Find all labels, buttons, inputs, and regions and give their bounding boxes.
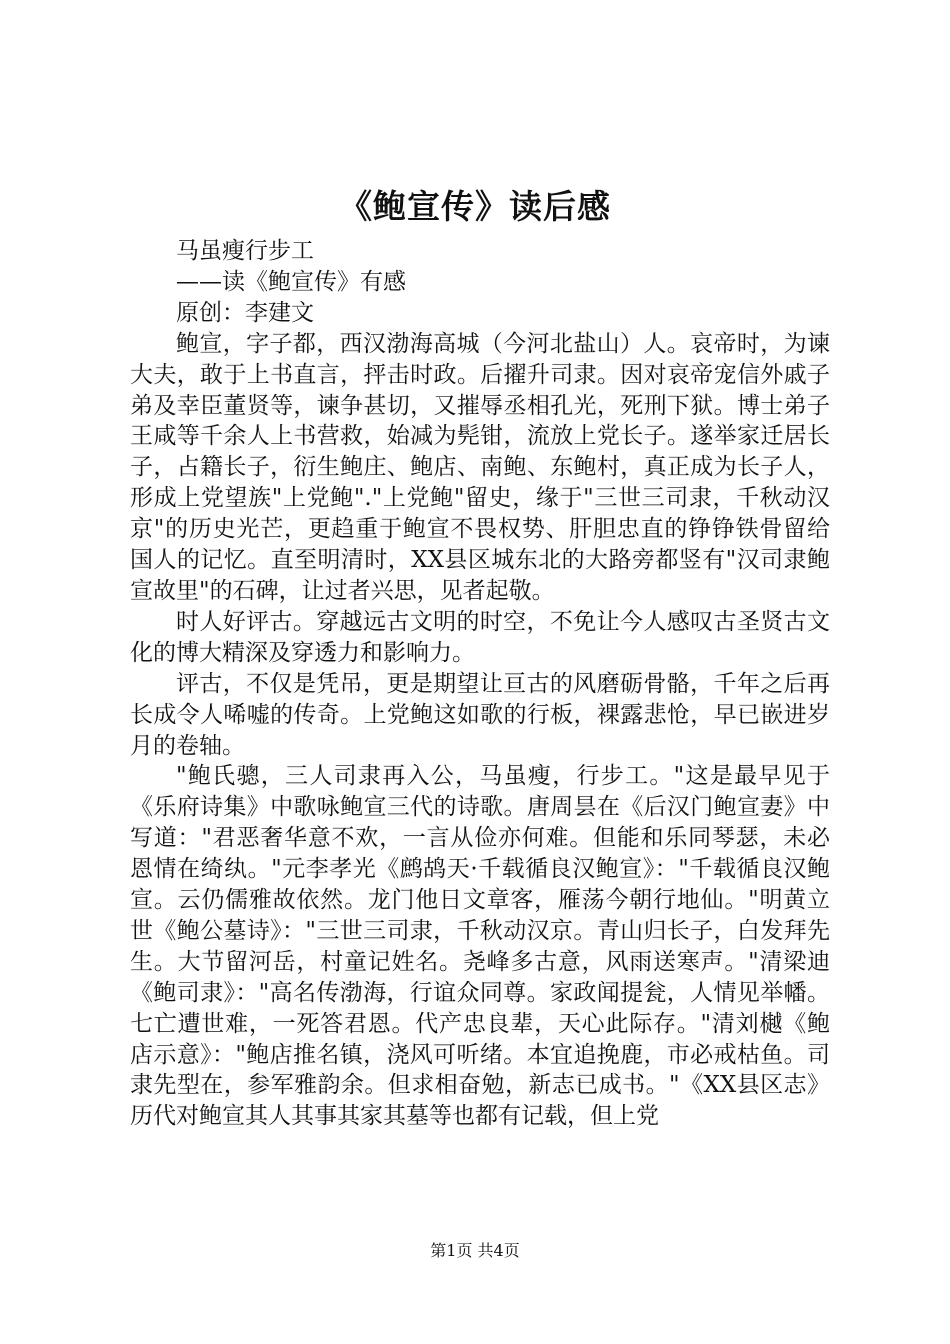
body-paragraph: 评古，不仅是凭吊，更是期望让亘古的风磨砺骨骼，千年之后再长成令人唏嘘的传奇。上党鲍这如歌的行板，裸露悲怆，早已嵌进岁月的卷轴。 — [130, 670, 830, 759]
document-body — [130, 236, 830, 1132]
document-title: 《鲍宣传》读后感 — [339, 187, 611, 226]
subtitle-sub-line: ——读《鲍宣传》有感 — [176, 268, 406, 295]
page-number: 第1页 共4页 — [430, 1241, 520, 1260]
body-paragraph: 鲍宣，字子都，西汉渤海高城（今河北盐山）人。哀帝时，为谏大夫，敢于上书直言，抨击时政。后擢升司隶。因对哀帝宠信外戚子弟及幸臣董贤等，谏争甚切，又摧辱丞相孔光，死刑下狱。博士弟子王咸等千余人上书营救，始减为髡钳，流放上党长子。遂举家迁居长子，占籍长子，衍生鲍庄、鲍店、南鲍、东鲍村，真正成为长子人，形成上党望族"上党鲍"."上党鲍"留史，缘于"三世三司隶，千秋动汉京"的历史光芒，更趋重于鲍宣不畏权势、肝胆忠直的铮铮铁骨留给国人的记忆。直至明清时，XX县区城东北的大路旁都竖有"汉司隶鲍宣故里"的石碑，让过者兴思，见者起敬。 — [130, 330, 830, 604]
body-paragraph: "鲍氏骢，三人司隶再入公，马虽瘦，行步工。"这是最早见于《乐府诗集》中歌咏鲍宣三代的诗歌。唐周昙在《后汉门鲍宣妻》中写道："君恶奢华意不欢，一言从俭亦何难。但能和乐同琴瑟，未必恩情在绮纨。"元李孝光《鹧鸪天·千载循良汉鲍宣》："千载循良汉鲍宣。云仍儒雅故依然。龙门他日文章客，雁荡今朝行地仙。"明黄立世《鲍公墓诗》："三世三司隶，千秋动汉京。青山归长子，白发拜先生。大节留河岳，村童记姓名。尧峰多古意，风雨送寒声。"清梁迪《鲍司隶》："高名传渤海，行谊众同尊。家政闻提瓮，人情见举幡。七亡遭世难，一死答君恩。代产忠良辈，天心此际存。"清刘樾《鲍店示意》："鲍店推名镇，浇风可听绪。本宜追挽鹿，市必戒枯鱼。司隶先型在，参军雅韵余。但求相奋勉，新志已成书。"《XX县区志》历代对鲍宣其人其事其家其墓等也都有记载，但上党 — [130, 763, 830, 1130]
body-paragraph: 时人好评古。穿越远古文明的时空，不免让今人感叹古圣贤古文化的博大精深及穿透力和影响力。 — [130, 608, 830, 666]
author-line: 原创：李建文 — [176, 299, 314, 326]
subtitle-line: 马虽瘦行步工 — [176, 238, 314, 264]
